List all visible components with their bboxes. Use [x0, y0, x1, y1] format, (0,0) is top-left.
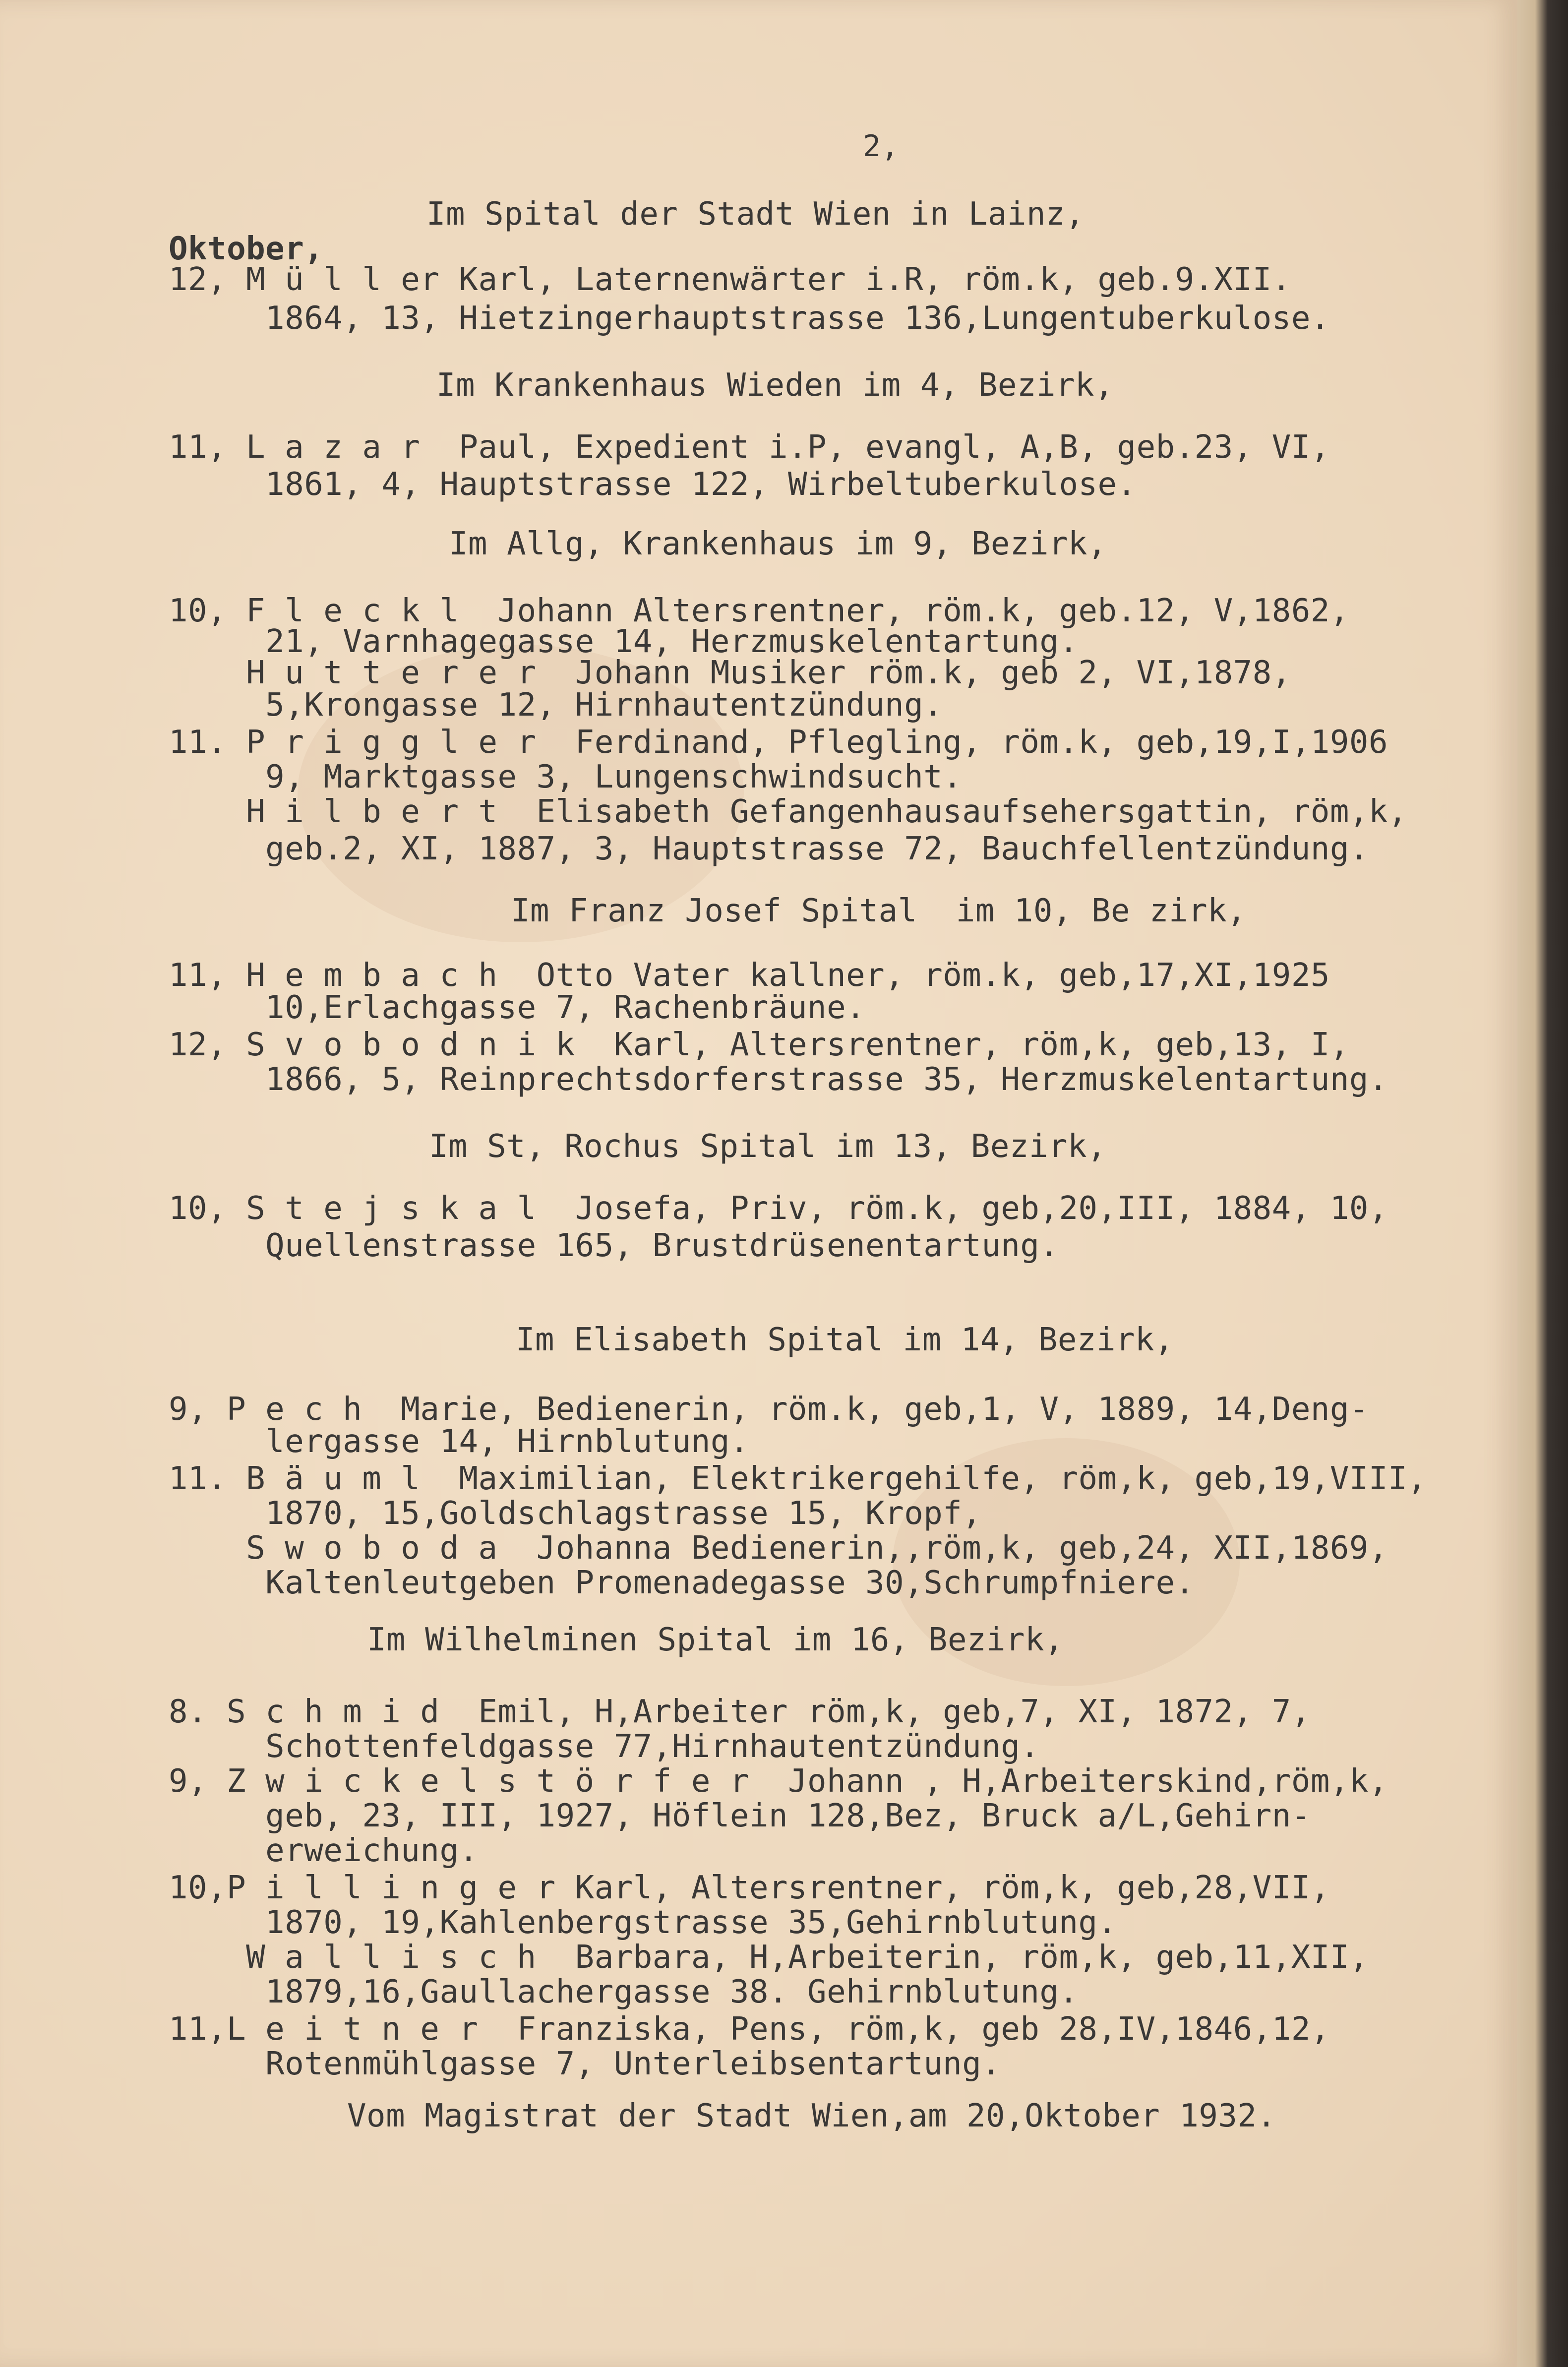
entry-line: 1870, 19,Kahlenbergstrasse 35,Gehirnblutung. — [169, 1904, 1117, 1941]
entry-line: 9, P e c h Marie, Bedienerin, röm.k, geb,1, V, 1889, 14,Deng- — [169, 1391, 1369, 1428]
page-edge — [1517, 0, 1568, 2367]
closing-line: Vom Magistrat der Stadt Wien,am 20,Oktober 1932. — [347, 2098, 1276, 2134]
entry-line: S w o b o d a Johanna Bedienerin,,röm,k, geb,24, XII,1869, — [169, 1530, 1388, 1567]
entry-line: 11, H e m b a c h Otto Vater kallner, röm.k, geb,17,XI,1925 — [169, 957, 1330, 994]
entry-line: 12, M ü l l er Karl, Laternenwärter i.R, röm.k, geb.9.XII. — [169, 261, 1291, 298]
entry-line: 10, S t e j s k a l Josefa, Priv, röm.k, geb,20,III, 1884, 10, — [169, 1190, 1388, 1227]
section-heading: Im Franz Josef Spital im 10, Be zirk, — [511, 893, 1247, 929]
entry-line: 11, L a z a r Paul, Expedient i.P, evangl, A,B, geb.23, VI, — [169, 429, 1330, 466]
section-heading: Im Allg, Krankenhaus im 9, Bezirk, — [449, 526, 1107, 562]
section-heading: Im Wilhelminen Spital im 16, Bezirk, — [367, 1622, 1064, 1658]
month-label: Oktober, — [169, 231, 324, 267]
entry-line: H u t t e r e r Johann Musiker röm.k, geb 2, VI,1878, — [169, 655, 1291, 691]
entry-line: 11. B ä u m l Maximilian, Elektrikergehilfe, röm,k, geb,19,VIII, — [169, 1460, 1427, 1497]
entry-line: erweichung. — [169, 1832, 479, 1869]
entry-line: 1870, 15,Goldschlagstrasse 15, Kropf, — [169, 1495, 982, 1532]
entry-line: 12, S v o b o d n i k Karl, Altersrentner, röm,k, geb,13, I, — [169, 1027, 1349, 1063]
entry-line: lergasse 14, Hirnblutung. — [169, 1423, 749, 1460]
entry-line: Quellenstrasse 165, Brustdrüsenentartung. — [169, 1227, 1059, 1264]
entry-line: 1861, 4, Hauptstrasse 122, Wirbeltuberkulose. — [169, 466, 1137, 503]
section-heading: Im Spital der Stadt Wien in Lainz, — [426, 196, 1085, 233]
entry-line: Rotenmühlgasse 7, Unterleibsentartung. — [169, 2046, 1001, 2082]
entry-line: W a l l i s c h Barbara, H,Arbeiterin, röm,k, geb,11,XII, — [169, 1939, 1369, 1976]
entry-line: 10,P i l l i n g e r Karl, Altersrentner, röm,k, geb,28,VII, — [169, 1870, 1330, 1906]
entry-line: H i l b e r t Elisabeth Gefangenhausaufsehersgattin, röm,k, — [169, 793, 1407, 830]
entry-line: 5,Krongasse 12, Hirnhautentzündung. — [169, 687, 943, 724]
entry-line: 11,L e i t n e r Franziska, Pens, röm,k, geb 28,IV,1846,12, — [169, 2011, 1330, 2048]
section-heading: Im St, Rochus Spital im 13, Bezirk, — [429, 1128, 1107, 1165]
entry-line: 1879,16,Gaullachergasse 38. Gehirnblutung. — [169, 1974, 1079, 2010]
entry-line: Schottenfeldgasse 77,Hirnhautentzündung. — [169, 1728, 1040, 1765]
entry-line: Kaltenleutgeben Promenadegasse 30,Schrumpfniere. — [169, 1565, 1195, 1601]
section-heading: Im Krankenhaus Wieden im 4, Bezirk, — [436, 367, 1114, 404]
entry-line: 9, Marktgasse 3, Lungenschwindsucht. — [169, 759, 963, 795]
entry-line: 11. P r i g g l e r Ferdinand, Pflegling, röm.k, geb,19,I,1906 — [169, 724, 1388, 761]
entry-line: 21, Varnhagegasse 14, Herzmuskelentartung. — [169, 623, 1079, 660]
entry-line: geb.2, XI, 1887, 3, Hauptstrasse 72, Bauchfellentzündung. — [169, 831, 1369, 867]
entry-line: 10, F l e c k l Johann Altersrentner, röm.k, geb.12, V,1862, — [169, 593, 1349, 629]
entry-line: 10,Erlachgasse 7, Rachenbräune. — [169, 989, 866, 1026]
entry-line: 1864, 13, Hietzingerhauptstrasse 136,Lungentuberkulose. — [169, 300, 1330, 337]
entry-line: 1866, 5, Reinprechtsdorferstrasse 35, Herzmuskelentartung. — [169, 1061, 1388, 1098]
entry-line: geb, 23, III, 1927, Höflein 128,Bez, Bruck a/L,Gehirn- — [169, 1798, 1311, 1834]
entry-line: 8. S c h m i d Emil, H,Arbeiter röm,k, geb,7, XI, 1872, 7, — [169, 1694, 1311, 1730]
entry-line: 9, Z w i c k e l s t ö r f e r Johann , H,Arbeiterskind,röm,k, — [169, 1763, 1388, 1800]
page-number: 2, — [863, 129, 900, 164]
section-heading: Im Elisabeth Spital im 14, Bezirk, — [516, 1322, 1174, 1358]
